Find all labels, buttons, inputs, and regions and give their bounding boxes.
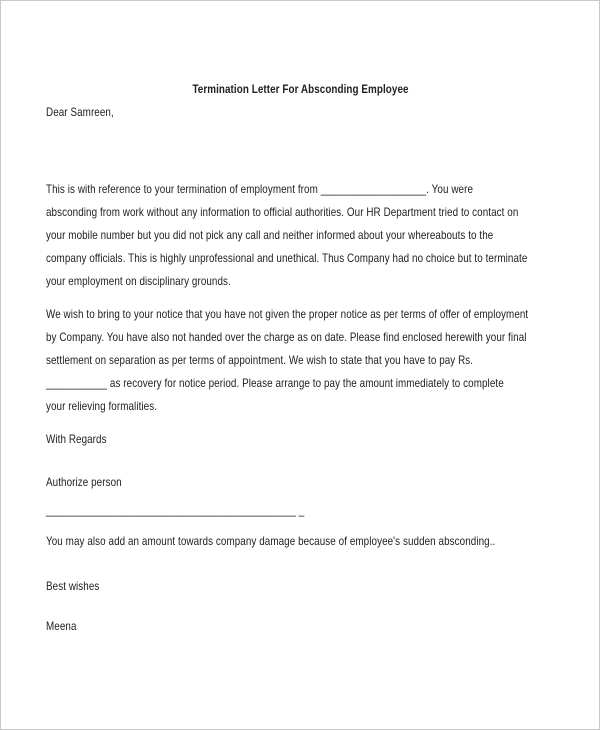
farewell: Best wishes: [46, 579, 100, 593]
paragraph-line: absconding from work without any information to official authorities. Our HR Department tried to contact on: [46, 205, 519, 219]
paragraph-line: your mobile number but you did not pick any call and neither informed about your whereabouts to the: [46, 228, 494, 242]
signatory-title: Authorize person: [46, 475, 122, 489]
paragraph-line-with-blank: This is with reference to your termination of employment from ___________________. You were: [46, 182, 474, 196]
paragraph-line-with-blank: ___________ as recovery for notice period. Please arrange to pay the amount immediately to complete: [46, 376, 504, 390]
closing-regards: With Regards: [46, 432, 107, 446]
paragraph-line: by Company. You have also not handed over the charge as on date. Please find enclosed herewith your final: [46, 330, 527, 344]
paragraph-line: We wish to bring to your notice that you have not given the proper notice as per terms of offer of employment: [46, 307, 529, 321]
paragraph-line: your relieving formalities.: [46, 399, 158, 413]
signature-line: _____________________________________________ _: [46, 503, 305, 517]
paragraph-line: company officials. This is highly unprofessional and unethical. Thus Company had no choice but to terminate: [46, 251, 528, 265]
salutation: Dear Samreen,: [46, 105, 114, 119]
letter-content: [1, 1, 599, 638]
paragraph-line: settlement on separation as per terms of appointment. We wish to state that you have to pay Rs.: [46, 353, 474, 367]
letter-title: Termination Letter For Absconding Employee: [192, 82, 409, 96]
note-company-damage: You may also add an amount towards company damage because of employee's sudden absconding..: [46, 534, 496, 548]
signature-name: Meena: [46, 619, 77, 633]
paragraph-termination-reason: [46, 178, 555, 293]
paragraph-notice-recovery: [46, 303, 555, 418]
paragraph-line: your employment on disciplinary grounds.: [46, 274, 231, 288]
